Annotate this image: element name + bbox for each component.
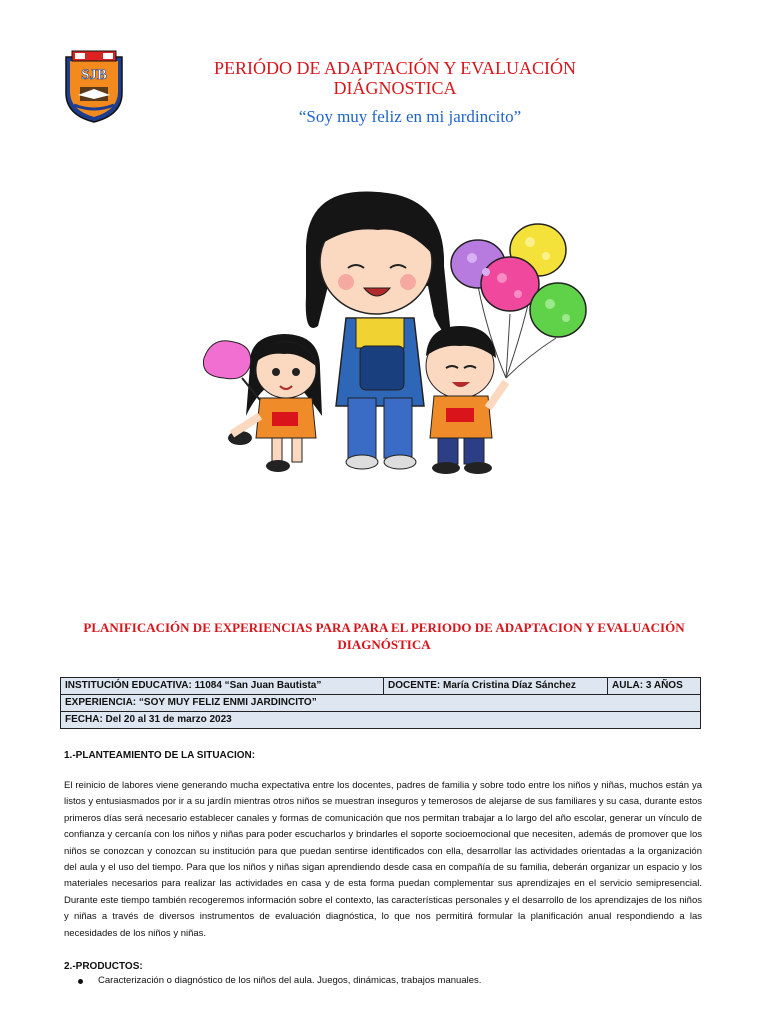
institution-cell: INSTITUCIÓN EDUCATIVA: 11084 “San Juan Bautista” [61, 678, 384, 695]
products-list [64, 975, 704, 986]
school-crest-logo [64, 49, 124, 123]
teacher-cell: DOCENTE: María Cristina Díaz Sánchez [384, 678, 608, 695]
title-line-1: PERIÓDO DE ADAPTACIÓN Y EVALUACIÓN [214, 58, 576, 78]
table-row [61, 712, 701, 729]
planning-title-line-2: DIAGNÓSTICA [337, 637, 431, 652]
experience-cell: EXPERIENCIA: “SOY MUY FELIZ ENMI JARDINCITO” [61, 695, 701, 712]
teacher-children-illustration [188, 186, 588, 482]
document-subtitle: “Soy muy feliz en mi jardincito” [298, 107, 522, 126]
date-cell: FECHA: Del 20 al 31 de marzo 2023 [61, 712, 701, 729]
section1-heading: 1.-PLANTEAMIENTO DE LA SITUACION: [64, 750, 256, 761]
room-cell: AULA: 3 AÑOS [608, 678, 701, 695]
planning-title [60, 619, 708, 653]
table-row [61, 695, 701, 712]
list-item: Caracterización o diagnóstico de los niños del aula. Juegos, dinámicas, trabajos manuales. [64, 975, 704, 986]
section2-heading: 2.-PRODUCTOS: [64, 961, 143, 972]
table-row [61, 678, 701, 695]
info-table [60, 677, 701, 729]
planning-title-line-1: PLANIFICACIÓN DE EXPERIENCIAS PARA PARA EL PERIODO DE ADAPTACION Y EVALUACIÓN [83, 620, 685, 635]
situation-paragraph: El reinicio de labores viene generando mucha expectativa entre los docentes, padres de familia y sobre todo entre los niños y niñas, muchos están ya listos y entusiasmados por ir a su jardín mientras otros niños se muestran inseguros y temerosos de alejarse de sus familiares y su casa, durante estos primeros días será necesario establecer canales y formas de comunicación que nos permitan trabajar a lo largo del año escolar, generar un vínculo de confianza y cercanía con los niños y niñas para poder escucharlos y brindarles el soporte socioemocional que necesiten, además de promover que los niños se conozcan y conozcan su institución para que puedan sentirse identificados con ella, desarrollar las actividades orientadas a la organización del aula y el uso del tiempo. Para que los niños y niñas sigan aprendiendo desde casa en compañía de su familia, deberán organizar un espacio y los materiales necesarios para realizar las actividades en casa y de esta forma puedan complementar sus aprendizajes en el servicio semipresencial. Durante este tiempo también recogeremos información sobre el contexto, las características personales y el desarrollo de los aprendizajes de los niños y niñas a través de diversos instrumentos de evaluación diagnóstica, lo que nos permitirá formular la planificación anual respondiendo a las necesidades de los niños y niñas. [64, 780, 702, 939]
document-title [140, 58, 650, 98]
title-line-2: DIÁGNOSTICA [333, 78, 457, 98]
logo-text: SJB [81, 67, 107, 83]
